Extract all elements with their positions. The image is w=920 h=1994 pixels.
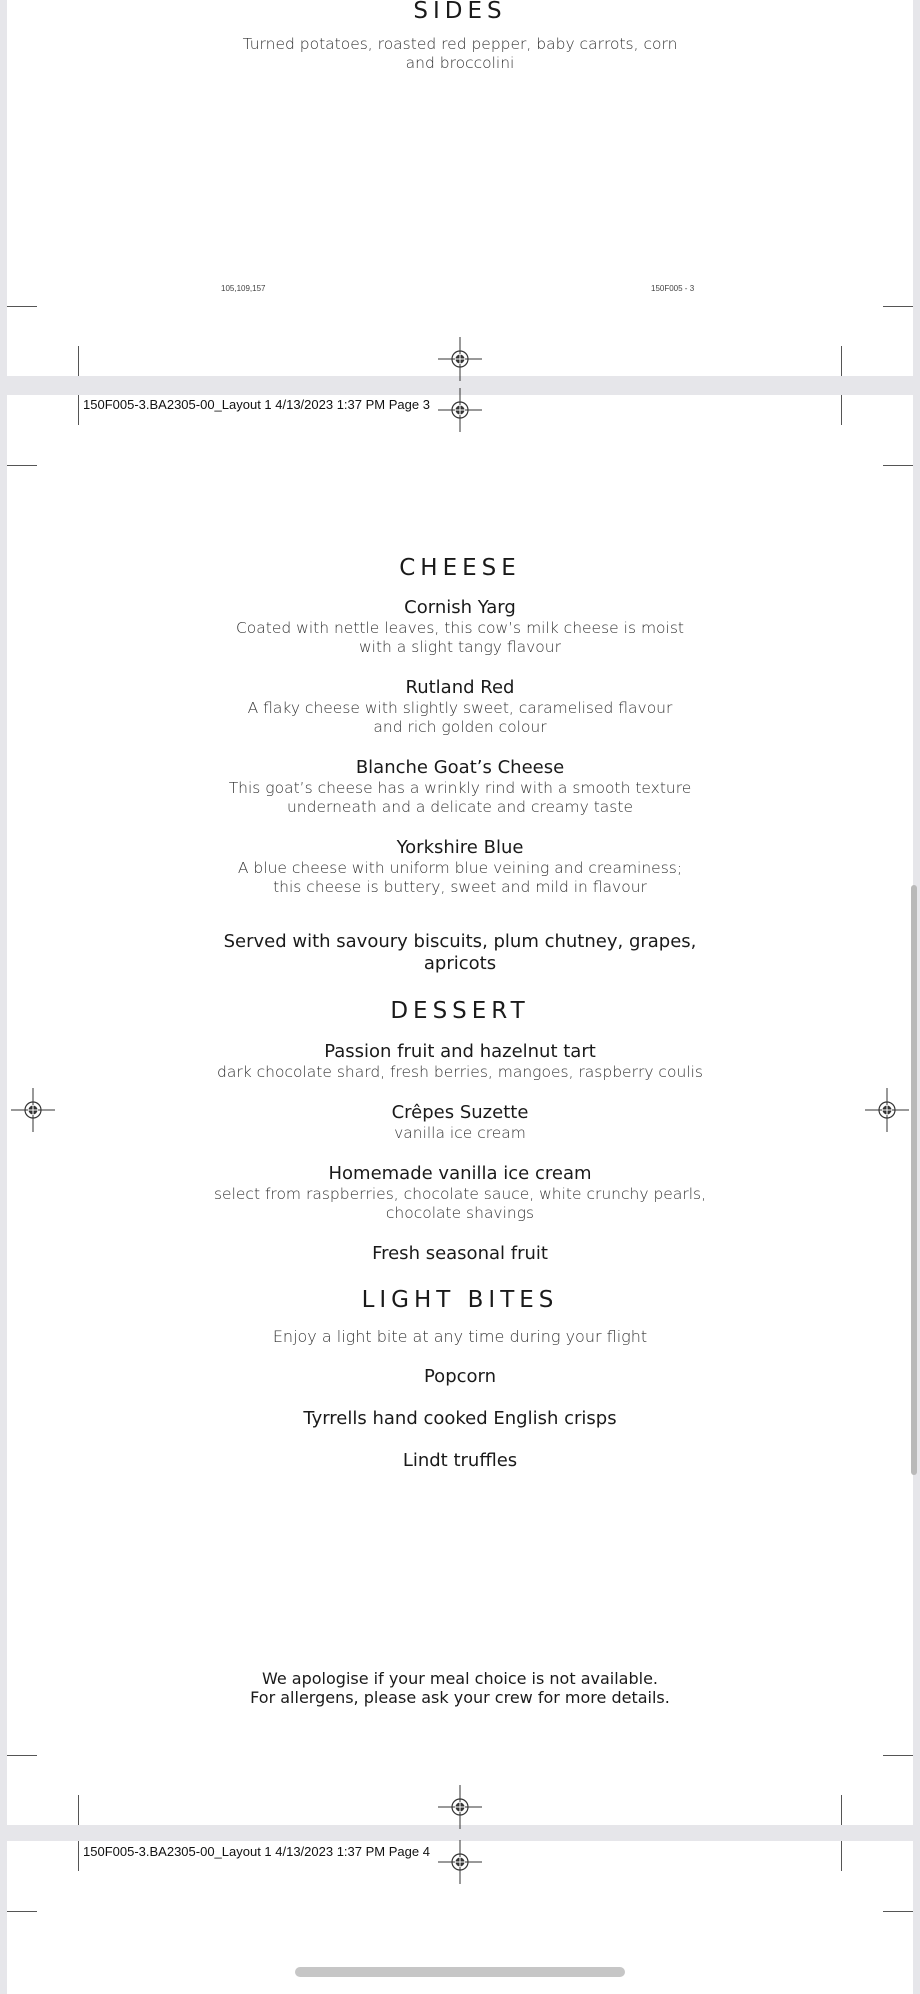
section-title-sides: SIDES [413, 0, 507, 24]
menu-item [7, 1243, 913, 1265]
cheese-section [7, 555, 913, 1472]
item-desc: chocolate shavings [385, 1204, 535, 1222]
item-name: Blanche Goat’s Cheese [355, 757, 565, 778]
menu-item [7, 677, 913, 737]
home-indicator[interactable] [295, 1967, 625, 1977]
registration-target-icon [438, 1840, 482, 1884]
item-name: Yorkshire Blue [396, 837, 524, 858]
footer-line: We apologise if your meal choice is not available. [261, 1669, 658, 1688]
item-desc: select from raspberries, chocolate sauce, white crunchy pearls, [213, 1185, 707, 1203]
sides-desc-line1: Turned potatoes, roasted red pepper, baby carrots, corn [242, 35, 678, 53]
light-bites-intro: Enjoy a light bite at any time during your flight [272, 1327, 648, 1346]
crop-mark [883, 1755, 913, 1756]
crop-mark [883, 306, 913, 307]
registration-target-icon [11, 1088, 55, 1132]
item-desc: this cheese is buttery, sweet and mild in flavour [273, 878, 647, 896]
registration-target-icon [438, 337, 482, 381]
print-code-right: 150F005 - 3 [651, 284, 695, 293]
crop-mark [7, 306, 37, 307]
crop-mark [883, 1911, 913, 1912]
menu-item [7, 837, 913, 897]
item-name: Passion fruit and hazelnut tart [324, 1041, 596, 1062]
crop-mark [7, 465, 37, 466]
crop-mark [7, 1911, 37, 1912]
item-desc: This goat’s cheese has a wrinkly rind with a smooth texture [228, 779, 692, 797]
crop-mark [78, 1795, 79, 1825]
section-title-cheese: CHEESE [399, 555, 521, 581]
item-desc: dark chocolate shard, fresh berries, mangoes, raspberry coulis [217, 1063, 703, 1081]
crop-mark [7, 1755, 37, 1756]
item-desc: underneath and a delicate and creamy taste [286, 798, 633, 816]
item-desc: A blue cheese with uniform blue veining and creaminess; [237, 859, 683, 877]
light-bite-item: Lindt truffles [402, 1450, 518, 1471]
sides-section [7, 0, 913, 73]
item-desc: with a slight tangy flavour [359, 638, 561, 656]
registration-target-icon [438, 388, 482, 432]
crop-mark [841, 346, 842, 376]
vertical-scrollbar[interactable] [911, 885, 917, 1475]
crop-mark [78, 346, 79, 376]
item-name: Homemade vanilla ice cream [328, 1163, 592, 1184]
item-desc: and rich golden colour [373, 718, 547, 736]
menu-item [7, 1041, 913, 1082]
print-slug: 150F005-3.BA2305-00_Layout 1 4/13/2023 1:37 PM Page 3 [83, 397, 430, 412]
section-title-dessert: DESSERT [390, 998, 530, 1024]
item-name: Crêpes Suzette [391, 1102, 529, 1123]
print-slug: 150F005-3.BA2305-00_Layout 1 4/13/2023 1:37 PM Page 4 [83, 1844, 430, 1859]
light-bite-item: Popcorn [423, 1366, 497, 1387]
served-line: Served with savoury biscuits, plum chutney, grapes, [223, 931, 697, 952]
crop-mark [841, 1841, 842, 1871]
crop-mark [78, 1841, 79, 1871]
light-bite-item: Tyrrells hand cooked English crisps [303, 1408, 617, 1429]
crop-mark [841, 1795, 842, 1825]
menu-item [7, 1102, 913, 1143]
footer-note [7, 1669, 913, 1707]
item-desc: Coated with nettle leaves, this cow’s milk cheese is moist [235, 619, 684, 637]
cheese-served-with [7, 931, 913, 975]
item-name: Cornish Yarg [404, 597, 516, 618]
crop-mark [78, 395, 79, 425]
item-desc: vanilla ice cream [394, 1124, 526, 1142]
menu-item [7, 757, 913, 817]
section-title-light-bites: LIGHT BITES [361, 1287, 559, 1313]
pdf-page-4 [7, 395, 913, 1825]
menu-item [7, 597, 913, 657]
served-line: apricots [423, 953, 497, 974]
crop-mark [883, 465, 913, 466]
item-name: Rutland Red [405, 677, 515, 698]
registration-target-icon [438, 1785, 482, 1829]
registration-target-icon [865, 1088, 909, 1132]
footer-line: For allergens, please ask your crew for more details. [250, 1688, 670, 1707]
print-code-left: 105,109,157 [221, 284, 266, 293]
pdf-page-3-fragment [7, 0, 913, 376]
crop-mark [841, 395, 842, 425]
item-name: Fresh seasonal fruit [372, 1243, 548, 1264]
menu-item [7, 1163, 913, 1223]
sides-desc-line2: and broccolini [405, 54, 515, 72]
item-desc: A flaky cheese with slightly sweet, caramelised flavour [247, 699, 673, 717]
